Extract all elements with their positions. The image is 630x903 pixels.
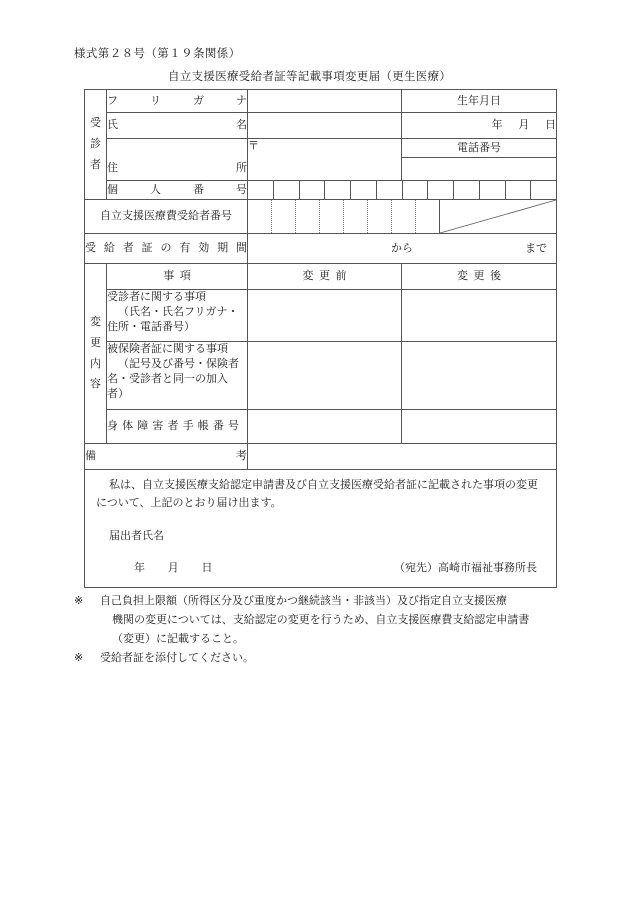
- personal-number-cell[interactable]: [273, 181, 299, 199]
- personal-number-cell[interactable]: [376, 181, 402, 199]
- diagonal-strike-area: [439, 200, 556, 233]
- footnotes: [74, 592, 574, 668]
- birthdate-day-label: 日: [545, 119, 556, 132]
- birthdate-input[interactable]: [402, 113, 557, 139]
- validity-period-fields: [248, 234, 556, 263]
- change-label-char-4: 容: [90, 378, 101, 391]
- table-row-declaration: [85, 470, 557, 588]
- patient-label-char-2: 診: [90, 138, 101, 151]
- personal-number-cell[interactable]: [427, 181, 453, 199]
- table-row-remarks: [85, 444, 557, 470]
- patient-vertical-label: [85, 90, 107, 200]
- diagonal-line-icon: [440, 200, 556, 233]
- change-label-char-2: 更: [90, 336, 101, 349]
- table-row-furigana: [85, 90, 557, 113]
- remarks-input[interactable]: [248, 444, 557, 470]
- period-from-label: から: [391, 242, 413, 255]
- period-to-label: まで: [525, 242, 547, 255]
- declaration-body: [85, 470, 556, 587]
- receipt-number-boxes: [248, 200, 439, 233]
- footnote-marker-icon: ※: [74, 595, 84, 607]
- addressee-label: （宛先）高崎市福祉事務所長: [394, 562, 537, 575]
- declaration-line-1: 私は、自立支援医療支給認定申請書及び自立支援医療受給者証に記載された事項の変更: [109, 479, 538, 491]
- validity-period-label: 受 給 者 証 の 有 効 期 間: [85, 234, 248, 264]
- declaration-line-2: について、上記のとおり届け出ます。: [96, 496, 282, 509]
- personal-number-cell[interactable]: [479, 181, 505, 199]
- change-before-insurance-input[interactable]: [248, 342, 402, 410]
- personal-number-grid: [248, 181, 556, 199]
- change-label-char-3: 内: [90, 357, 101, 370]
- personal-number-cell[interactable]: [324, 181, 350, 199]
- footnote-2: [74, 649, 574, 668]
- declaration-month-label: 月: [167, 562, 179, 575]
- name-label: 氏 名: [107, 113, 248, 139]
- patient-label-char-1: 受: [90, 117, 101, 130]
- phone-input[interactable]: [402, 158, 557, 181]
- receipt-number-input[interactable]: [248, 200, 557, 234]
- column-header-item: 事 項: [107, 264, 248, 290]
- birthdate-label: 生年月日: [402, 90, 557, 113]
- table-row-personal-number: [85, 181, 557, 200]
- main-form-table: [84, 89, 557, 588]
- receipt-number-cell[interactable]: [271, 200, 295, 233]
- change-vertical-label: [85, 264, 107, 444]
- receipt-number-label: 自立支援医療費受給者番号: [85, 200, 248, 234]
- table-row-address-top: [85, 139, 557, 158]
- table-row-change-insurance: [85, 342, 557, 410]
- name-input[interactable]: [248, 113, 402, 139]
- furigana-label: フ リ ガ ナ: [107, 90, 248, 113]
- change-after-insurance-input[interactable]: [402, 342, 557, 410]
- receipt-number-cell[interactable]: [367, 200, 391, 233]
- birthdate-year-label: 年: [491, 119, 503, 132]
- receipt-number-cell[interactable]: [343, 200, 367, 233]
- remarks-label: 備 考: [85, 444, 248, 470]
- table-row-name: [85, 113, 557, 139]
- receipt-number-cell[interactable]: [295, 200, 319, 233]
- form-number: 様式第２８号（第１９条関係）: [74, 48, 241, 60]
- declaration-cell: [85, 470, 557, 588]
- personal-number-label: 個 人 番 号: [107, 181, 248, 200]
- declaration-footer-row: [96, 560, 545, 578]
- personal-number-cell[interactable]: [299, 181, 325, 199]
- personal-number-cell[interactable]: [530, 181, 556, 199]
- personal-number-cell[interactable]: [453, 181, 479, 199]
- table-row-change-header: [85, 264, 557, 290]
- table-row-change-handbook: [85, 410, 557, 444]
- table-row-validity-period: [85, 234, 557, 264]
- table-row-receipt-number: [85, 200, 557, 234]
- patient-label-char-3: 者: [90, 158, 101, 171]
- footnote-1-text: 自己負担上限額（所得区分及び重度かつ継続該当・非該当）及び指定自立支援医療 機関の変更については、支給認定の変更を行うため、自立支援医療費支給認定申請書 （変更）に記載すること。: [100, 595, 530, 645]
- declaration-day-label: 日: [201, 562, 213, 575]
- declaration-date-input[interactable]: [114, 560, 213, 578]
- birthdate-month-label: 月: [518, 119, 530, 132]
- footnote-1: [74, 592, 574, 649]
- applicant-name-label: 届出者氏名: [109, 529, 164, 542]
- change-item-insurance-label: 被保険者証に関する事項 （記号及び番号・保険者 名・受診者と同一の加入 者）: [107, 342, 248, 410]
- document-title: 自立支援医療受給者証等記載事項変更届（更生医療）: [168, 71, 452, 83]
- personal-number-cell[interactable]: [248, 181, 273, 199]
- column-header-before: 変 更 前: [248, 264, 402, 290]
- address-input[interactable]: [248, 139, 402, 181]
- validity-period-input[interactable]: [248, 234, 557, 264]
- table-row-change-patient: [85, 290, 557, 342]
- change-before-handbook-input[interactable]: [248, 410, 402, 444]
- change-item-handbook-label: 身 体 障 害 者 手 帳 番 号: [107, 410, 248, 444]
- change-after-patient-input[interactable]: [402, 290, 557, 342]
- address-label: 住 所: [107, 139, 248, 181]
- footnote-2-text: 受給者証を添付してください。: [100, 651, 254, 664]
- change-after-handbook-input[interactable]: [402, 410, 557, 444]
- receipt-number-cell[interactable]: [391, 200, 415, 233]
- furigana-input[interactable]: [248, 90, 402, 113]
- receipt-number-cell[interactable]: [415, 200, 439, 233]
- change-item-patient-label: 受診者に関する事項 （氏名・氏名フリガナ・ 住所・電話番号）: [107, 290, 248, 342]
- personal-number-cell[interactable]: [505, 181, 531, 199]
- receipt-number-cell[interactable]: [319, 200, 343, 233]
- column-header-after: 変 更 後: [402, 264, 557, 290]
- change-before-patient-input[interactable]: [248, 290, 402, 342]
- footnote-marker-icon: ※: [74, 651, 84, 664]
- receipt-number-grid: [248, 200, 556, 233]
- declaration-year-label: 年: [134, 562, 145, 575]
- personal-number-cell[interactable]: [402, 181, 428, 199]
- phone-label: 電話番号: [402, 139, 557, 158]
- receipt-number-cell[interactable]: [248, 200, 271, 233]
- personal-number-cell[interactable]: [350, 181, 376, 199]
- postal-code-icon: 〒: [248, 140, 259, 152]
- change-label-char-1: 変: [90, 315, 101, 328]
- personal-number-input[interactable]: [248, 181, 557, 200]
